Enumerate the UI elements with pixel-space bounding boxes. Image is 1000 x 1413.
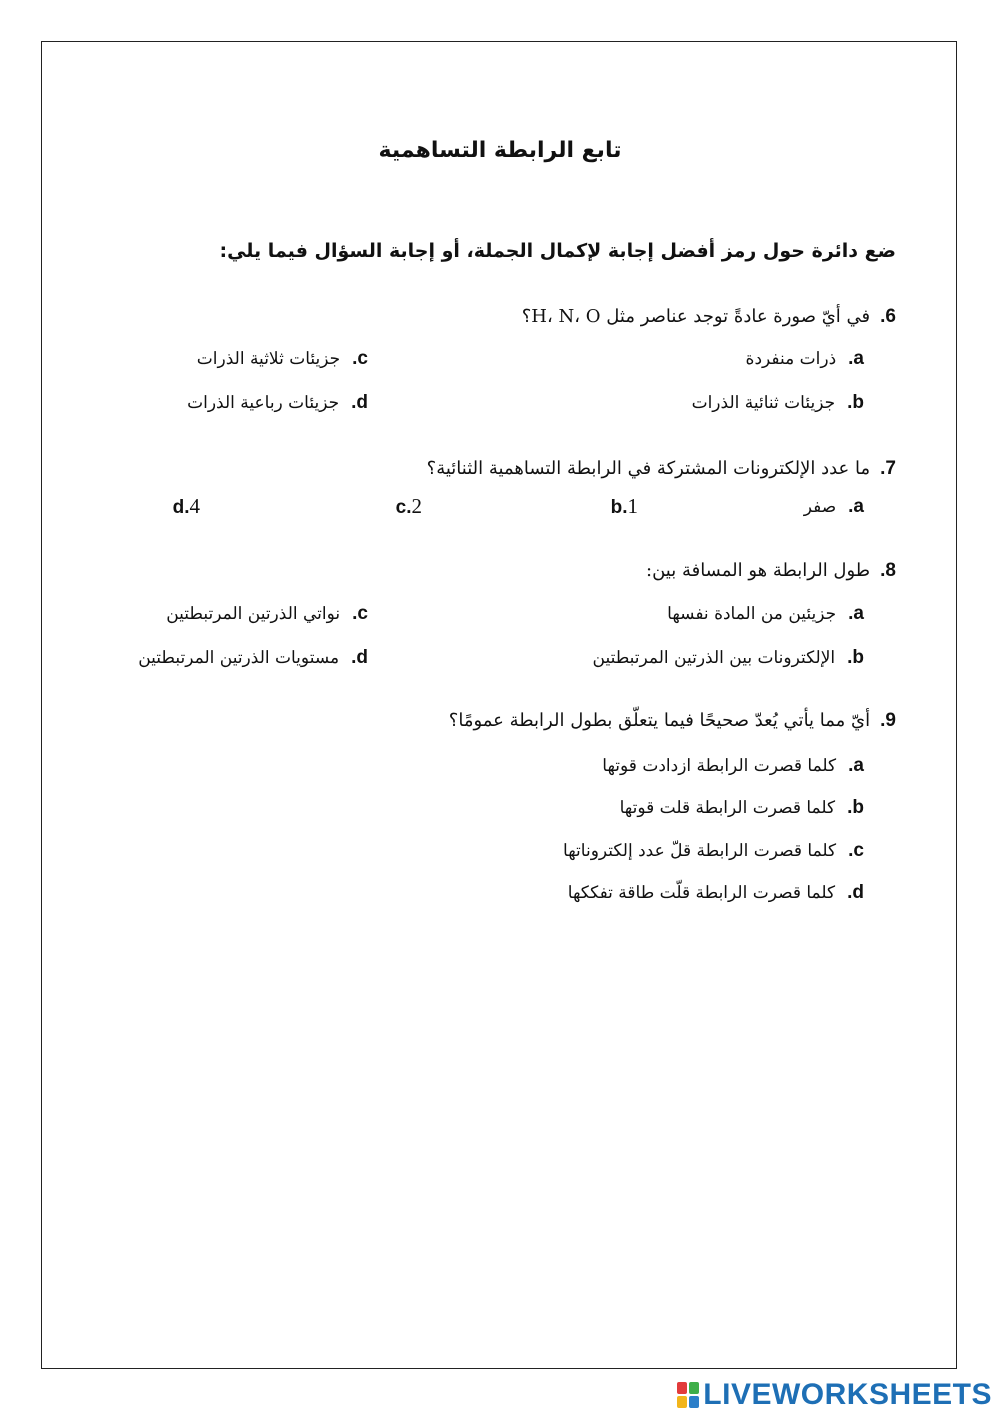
question-text: طول الرابطة هو المسافة بين: <box>646 560 871 581</box>
question-number: 8. <box>880 560 896 581</box>
option-letter: c. <box>848 840 864 861</box>
option-letter: d. <box>847 882 864 903</box>
q6-option-b[interactable] <box>692 392 864 414</box>
option-letter: d. <box>172 497 190 518</box>
option-letter: b. <box>847 647 864 668</box>
q9-option-c[interactable] <box>563 840 864 862</box>
option-letter: b. <box>847 392 864 413</box>
logo-square-green <box>689 1382 699 1394</box>
option-text: جزيئات ثلاثية الذرات <box>196 349 341 369</box>
option-text: 1 <box>627 494 638 518</box>
question-text: أيّ مما يأتي يُعدّ صحيحًا فيما يتعلّق بطول الرابطة عمومًا؟ <box>448 710 871 731</box>
liveworksheets-wordmark: LIVEWORKSHEETS <box>703 1378 992 1411</box>
question-9 <box>449 710 896 732</box>
page-title: تابع الرابطة التساهمية <box>378 138 622 163</box>
option-text: صفر <box>803 497 837 517</box>
option-text: جزيئات ثنائية الذرات <box>691 393 836 413</box>
q6-option-c[interactable] <box>197 348 368 370</box>
q6-option-d[interactable] <box>187 392 368 414</box>
option-text: كلما قصرت الرابطة قلّ عدد إلكتروناتها <box>563 841 837 861</box>
q8-option-d[interactable] <box>138 647 368 669</box>
q8-option-c[interactable] <box>166 603 368 625</box>
q6-option-a[interactable] <box>746 348 864 370</box>
option-text: مستويات الذرتين المرتبطتين <box>138 648 340 668</box>
option-letter: b. <box>610 497 628 518</box>
option-letter: c. <box>395 497 412 518</box>
option-text: 2 <box>411 494 422 518</box>
option-letter: a. <box>848 348 864 369</box>
option-text: الإلكترونات بين الذرتين المرتبطتين <box>592 648 836 668</box>
question-number: 9. <box>880 710 896 731</box>
q9-option-b[interactable] <box>620 797 864 819</box>
q7-option-b[interactable] <box>599 494 638 519</box>
option-letter: a. <box>848 603 864 624</box>
question-8 <box>646 560 896 582</box>
logo-square-yellow <box>677 1396 687 1408</box>
option-text: ذرات منفردة <box>745 349 837 369</box>
option-letter: c. <box>352 348 368 369</box>
option-text: كلما قصرت الرابطة قلت قوتها <box>619 798 836 818</box>
option-letter: d. <box>351 392 368 413</box>
logo-square-blue <box>689 1396 699 1408</box>
option-text: جزيئات رباعية الذرات <box>187 393 340 413</box>
q7-option-c[interactable] <box>384 494 422 519</box>
option-text: كلما قصرت الرابطة قلّت طاقة تفككها <box>567 883 836 903</box>
question-number: 6. <box>880 306 896 327</box>
q9-option-d[interactable] <box>568 882 864 904</box>
q7-option-d[interactable] <box>161 494 200 519</box>
logo-square-red <box>677 1382 687 1394</box>
option-letter: c. <box>352 603 368 624</box>
option-letter: d. <box>351 647 368 668</box>
liveworksheets-logo[interactable] <box>677 1378 992 1412</box>
option-letter: b. <box>847 797 864 818</box>
option-text: 4 <box>189 494 200 518</box>
question-7 <box>427 458 896 480</box>
q9-option-a[interactable] <box>602 755 864 777</box>
question-6 <box>522 306 896 328</box>
instructions: ضع دائرة حول رمز أفضل إجابة لإكمال الجملة، أو إجابة السؤال فيما يلي: <box>219 240 896 262</box>
question-text: في أيّ صورة عادةً توجد عناصر مثل H، N، O؟ <box>521 306 871 327</box>
option-letter: a. <box>848 755 864 776</box>
option-text: كلما قصرت الرابطة ازدادت قوتها <box>602 756 837 776</box>
q8-option-a[interactable] <box>667 603 864 625</box>
q8-option-b[interactable] <box>593 647 864 669</box>
option-text: نواتي الذرتين المرتبطتين <box>166 604 341 624</box>
q7-option-a[interactable] <box>804 496 864 518</box>
liveworksheets-mark-icon <box>677 1382 699 1408</box>
option-letter: a. <box>848 496 864 517</box>
option-text: جزيئين من المادة نفسها <box>667 604 837 624</box>
question-text: ما عدد الإلكترونات المشتركة في الرابطة التساهمية الثنائية؟ <box>426 458 871 479</box>
question-number: 7. <box>880 458 896 479</box>
